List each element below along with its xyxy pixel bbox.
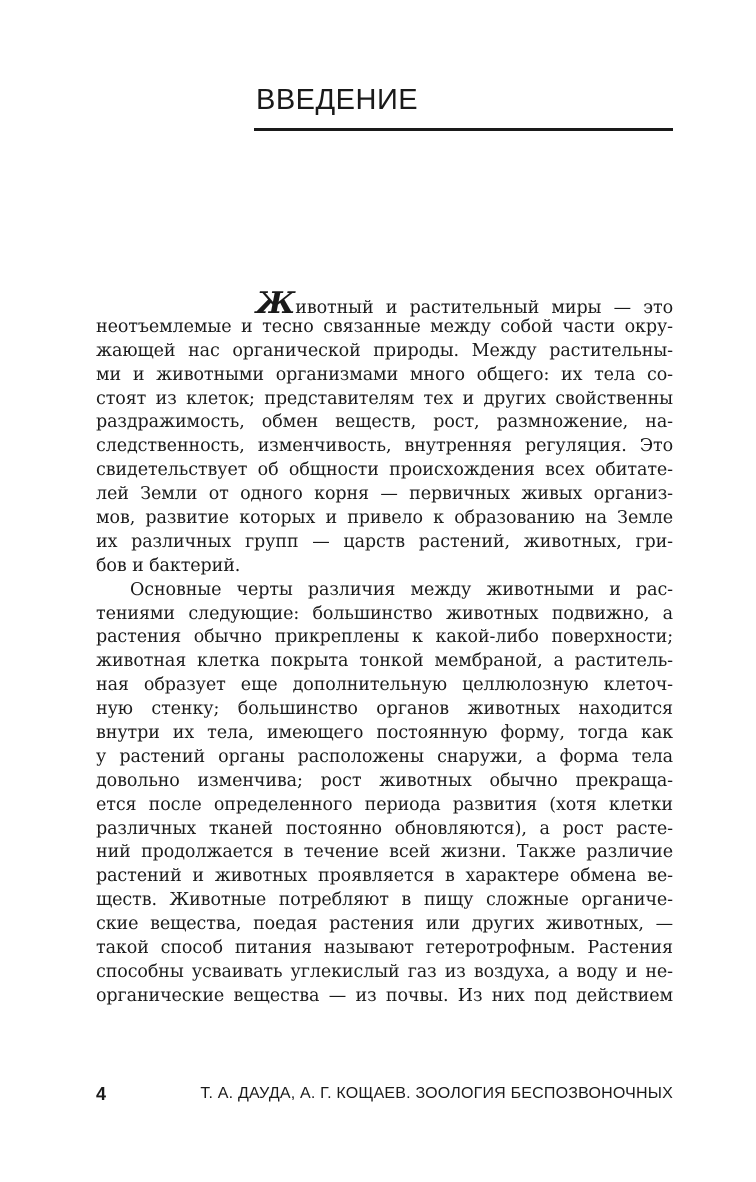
drop-cap: Ж xyxy=(256,286,296,321)
text-line: органические вещества — из почвы. Из них под действием xyxy=(96,985,673,1006)
text-line: следственность, изменчивость, внутренняя регуляция. Это xyxy=(96,436,673,457)
paragraph-1-line-1 xyxy=(96,286,673,321)
text-line: жающей нас органической природы. Между растительны- xyxy=(96,340,673,361)
page-footer xyxy=(96,1084,673,1108)
body-text xyxy=(96,286,673,1009)
text-line: ские вещества, поедая растения или других животных, — xyxy=(96,914,673,935)
text-line: у растений органы расположены снаружи, а форма тела xyxy=(96,746,673,767)
text-line: способны усваивать углекислый газ из воздуха, а воду и не- xyxy=(96,961,673,982)
text-line: лей Земли от одного корня — первичных живых организ- xyxy=(96,484,673,505)
text-line: внутри их тела, имеющего постоянную форму, тогда как xyxy=(96,723,673,744)
text-line: ется после определенного периода развития (хотя клетки xyxy=(96,794,673,815)
text-line: ми и животными организмами много общего: их тела со- xyxy=(96,364,673,385)
text-line: растений и животных проявляется в характере обмена ве- xyxy=(96,866,673,887)
text-line: стоят из клеток; представителям тех и других свойственны xyxy=(96,388,673,409)
text-line: их различных групп — царств растений, животных, гри- xyxy=(96,531,673,552)
text-line: мов, развитие которых и привело к образованию на Земле xyxy=(96,508,673,529)
text-line: тениями следующие: большинство животных подвижно, а xyxy=(96,603,673,624)
text-line: раздражимость, обмен веществ, рост, размножение, на- xyxy=(96,412,673,433)
text-line: ний продолжается в течение всей жизни. Также различие xyxy=(96,842,673,863)
text-line: такой способ питания называют гетеротрофным. Растения xyxy=(96,938,673,959)
paragraph-2-line-1: Основные черты различия между животными и рас- xyxy=(130,579,673,600)
text-line: неотъемлемые и тесно связанные между собой части окру- xyxy=(96,316,673,337)
running-head: Т. А. ДАУДА, А. Г. КОЩАЕВ. ЗООЛОГИЯ БЕСПОЗВОНОЧНЫХ xyxy=(200,1085,673,1102)
title-underline xyxy=(254,128,673,131)
text-line: свидетельствует об общности происхождения всех обитате- xyxy=(96,460,673,481)
text-line: различных тканей постоянно обновляются), а рост расте- xyxy=(96,818,673,839)
chapter-title: ВВЕДЕНИЕ xyxy=(256,84,419,116)
page-number: 4 xyxy=(96,1084,107,1104)
text-line: ная образует еще дополнительную целлюлозную клеточ- xyxy=(96,675,673,696)
text-line: довольно изменчива; рост животных обычно прекраща- xyxy=(96,770,673,791)
text-line: ную стенку; большинство органов животных находится xyxy=(96,699,673,720)
text-line: ществ. Животные потребляют в пищу сложные органиче- xyxy=(96,890,673,911)
text-line: бов и бактерий. xyxy=(96,555,241,576)
text-line: растения обычно прикреплены к какой-либо поверхности; xyxy=(96,627,673,648)
text-line: животная клетка покрыта тонкой мембраной, а раститель- xyxy=(96,651,673,672)
line-text: ивотный и растительный миры — это xyxy=(295,298,673,318)
